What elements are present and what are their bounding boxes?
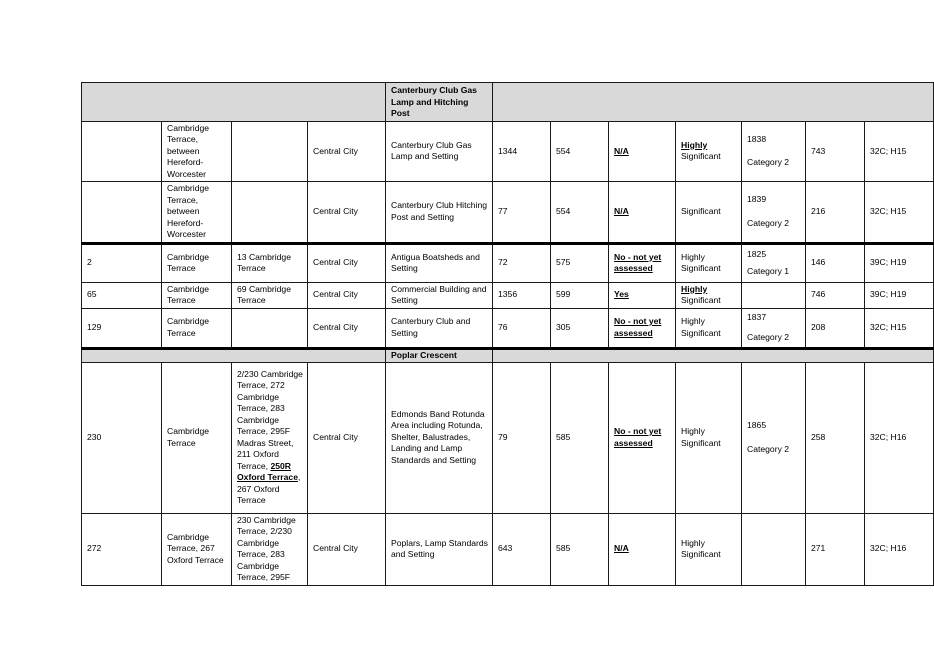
cell-listed	[609, 308, 676, 348]
cell-col11: 743	[806, 121, 865, 182]
cell-year-category	[742, 121, 806, 182]
listed-value: N/A	[614, 145, 629, 156]
group-header-spacer	[82, 83, 386, 122]
significance-emph: Highly	[681, 139, 708, 150]
listed-value: No - not yet assessed	[614, 251, 662, 273]
cell-significance: Highly Significant	[676, 308, 742, 348]
cell-listed	[609, 282, 676, 308]
address-emphasis: 250R Oxford Terrace	[237, 460, 298, 482]
cell-col11: 208	[806, 308, 865, 348]
cell-area: Central City	[308, 182, 386, 244]
cell-map-ref: 32C; H16	[865, 513, 934, 585]
cell-number: 129	[82, 308, 162, 348]
cell-listed	[609, 243, 676, 282]
group-header-spacer	[493, 348, 934, 362]
cell-col11: 746	[806, 282, 865, 308]
cell-year-category	[742, 513, 806, 585]
category-value: Category 1	[747, 266, 790, 276]
cell-address: 69 Cambridge Terrace	[232, 282, 308, 308]
cell-map-ref: 32C; H15	[865, 182, 934, 244]
group-header-row	[82, 348, 934, 362]
cell-number: 272	[82, 513, 162, 585]
cell-col6: 79	[493, 362, 551, 513]
cell-address: 230 Cambridge Terrace, 2/230 Cambridge Terrace, 283 Cambridge Terrace, 295F	[232, 513, 308, 585]
cell-significance: Highly Significant	[676, 513, 742, 585]
cell-year-category	[742, 182, 806, 244]
category-value: Category 2	[747, 157, 790, 168]
cell-col7: 585	[551, 362, 609, 513]
address-part: 2/230 Cambridge Terrace, 272 Cambridge Terrace, 283 Cambridge Terrace, 295F Madras Street, 211 Oxford Terrace,	[237, 368, 303, 471]
cell-street: Cambridge Terrace	[162, 243, 232, 282]
listed-value: No - not yet assessed	[614, 316, 662, 338]
year-value: 1865	[747, 420, 767, 430]
cell-col7: 599	[551, 282, 609, 308]
cell-year-category	[742, 282, 806, 308]
cell-address	[232, 121, 308, 182]
year-value: 1839	[747, 194, 767, 205]
group-header-spacer	[82, 348, 386, 362]
cell-area: Central City	[308, 121, 386, 182]
cell-col6: 1356	[493, 282, 551, 308]
cell-area: Central City	[308, 362, 386, 513]
cell-address	[232, 362, 308, 513]
cell-listed	[609, 513, 676, 585]
cell-col11: 258	[806, 362, 865, 513]
cell-name: Canterbury Club and Setting	[386, 308, 493, 348]
cell-col11: 216	[806, 182, 865, 244]
cell-street: Cambridge Terrace	[162, 308, 232, 348]
category-value: Category 2	[747, 443, 790, 454]
table-row	[82, 243, 934, 282]
cell-col7: 575	[551, 243, 609, 282]
cell-year-category	[742, 362, 806, 513]
cell-name: Antigua Boatsheds and Setting	[386, 243, 493, 282]
listed-value: No - not yet assessed	[614, 426, 662, 448]
cell-col7: 554	[551, 182, 609, 244]
cell-number: 230	[82, 362, 162, 513]
cell-col6: 643	[493, 513, 551, 585]
cell-number: 65	[82, 282, 162, 308]
cell-col6: 1344	[493, 121, 551, 182]
cell-significance: Highly Significant	[676, 243, 742, 282]
cell-col6: 77	[493, 182, 551, 244]
cell-area: Central City	[308, 308, 386, 348]
cell-street: Cambridge Terrace, 267 Oxford Terrace	[162, 513, 232, 585]
cell-name: Canterbury Club Gas Lamp and Setting	[386, 121, 493, 182]
cell-number: 2	[82, 243, 162, 282]
cell-map-ref: 39C; H19	[865, 243, 934, 282]
cell-name: Canterbury Club Hitching Post and Setting	[386, 182, 493, 244]
cell-number	[82, 182, 162, 244]
cell-name: Poplars, Lamp Standards and Setting	[386, 513, 493, 585]
cell-col6: 72	[493, 243, 551, 282]
cell-significance	[676, 121, 742, 182]
cell-listed	[609, 121, 676, 182]
group-header-row	[82, 83, 934, 122]
cell-year-category	[742, 308, 806, 348]
group-header-spacer	[493, 83, 934, 122]
cell-map-ref: 32C; H15	[865, 308, 934, 348]
cell-col7: 305	[551, 308, 609, 348]
year-value: 1825	[747, 248, 767, 259]
cell-address	[232, 182, 308, 244]
table-row	[82, 282, 934, 308]
cell-number	[82, 121, 162, 182]
year-value: 1837	[747, 312, 767, 322]
cell-street: Cambridge Terrace	[162, 282, 232, 308]
group-title: Poplar Crescent	[386, 348, 493, 362]
listed-value: Yes	[614, 289, 629, 300]
cell-significance: Highly Significant	[676, 362, 742, 513]
cell-street: Cambridge Terrace, between Hereford-Worcester	[162, 182, 232, 244]
listed-value: N/A	[614, 543, 629, 554]
heritage-schedule-table	[81, 82, 934, 586]
address-part: , 267 Oxford Terrace	[237, 472, 301, 505]
cell-col11: 146	[806, 243, 865, 282]
cell-listed	[609, 182, 676, 244]
cell-map-ref: 39C; H19	[865, 282, 934, 308]
cell-year-category	[742, 243, 806, 282]
table-row	[82, 308, 934, 348]
cell-address: 13 Cambridge Terrace	[232, 243, 308, 282]
cell-street: Cambridge Terrace, between Hereford-Worcester	[162, 121, 232, 182]
cell-col7: 554	[551, 121, 609, 182]
year-value: 1838	[747, 133, 767, 144]
table-row	[82, 121, 934, 182]
cell-listed	[609, 362, 676, 513]
cell-area: Central City	[308, 243, 386, 282]
cell-significance	[676, 282, 742, 308]
cell-name: Edmonds Band Rotunda Area including Rotunda, Shelter, Balustrades, Landing and Lamp Standards and Setting	[386, 362, 493, 513]
significance-rest: Significant	[681, 295, 721, 305]
group-title: Canterbury Club Gas Lamp and Hitching Post	[386, 83, 493, 122]
table-row	[82, 513, 934, 585]
significance-rest: Significant	[681, 151, 721, 162]
cell-col11: 271	[806, 513, 865, 585]
cell-map-ref: 32C; H16	[865, 362, 934, 513]
cell-street: Cambridge Terrace	[162, 362, 232, 513]
cell-area: Central City	[308, 513, 386, 585]
listed-value: N/A	[614, 206, 629, 216]
category-value: Category 2	[747, 217, 790, 228]
table-row	[82, 182, 934, 244]
category-value: Category 2	[747, 331, 790, 342]
cell-map-ref: 32C; H15	[865, 121, 934, 182]
cell-address	[232, 308, 308, 348]
significance-emph: Highly	[681, 283, 708, 294]
cell-col6: 76	[493, 308, 551, 348]
cell-name: Commercial Building and Setting	[386, 282, 493, 308]
cell-area: Central City	[308, 282, 386, 308]
cell-col7: 585	[551, 513, 609, 585]
cell-significance: Significant	[676, 182, 742, 244]
table-row	[82, 362, 934, 513]
